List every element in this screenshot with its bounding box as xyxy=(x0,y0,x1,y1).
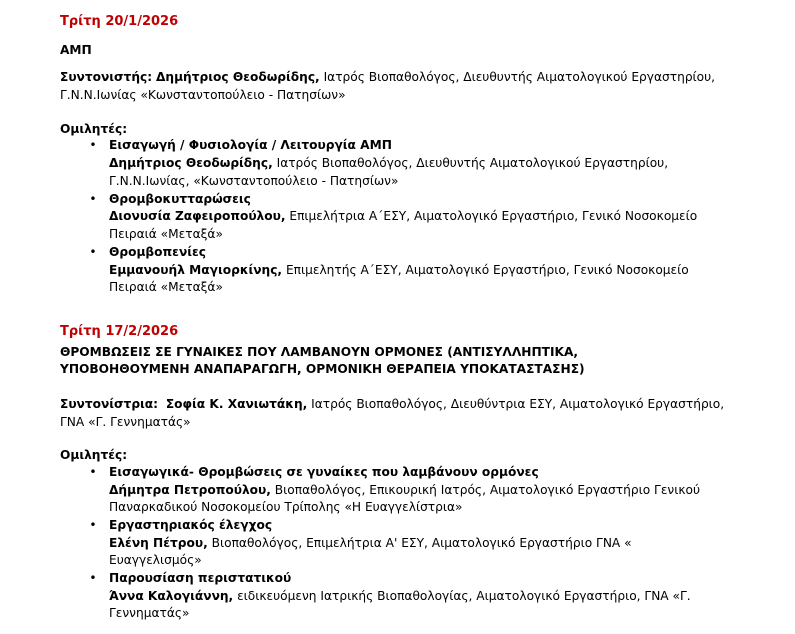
talk-speaker: Διονυσία Ζαφειροπούλου, xyxy=(109,209,286,223)
talk-affiliation-cont: Ευαγγελισμός» xyxy=(109,553,202,567)
talk-affiliation: Επιμελητής Α΄ΕΣΥ, Αιματολογικό Εργαστήριο, Γενικό Νοσοκομείο xyxy=(285,263,689,277)
talk-affiliation-cont: Παναρκαδικού Νοσοκομείου Τρίπολης «Η Ευαγγελίστρια» xyxy=(109,500,463,514)
speakers-label: Ομιλητές: xyxy=(60,448,128,462)
talk-topic: Θρομβοπενίες xyxy=(109,245,207,259)
coordinator-line xyxy=(60,70,715,84)
session-title: ΑΜΠ xyxy=(60,43,92,57)
talk-speaker-line xyxy=(109,483,700,497)
talk-speaker-line xyxy=(109,263,689,277)
coordinator-label: Συντονιστής: xyxy=(60,70,153,84)
bullet-icon: • xyxy=(89,518,97,532)
talk-topic: Θρομβοκυτταρώσεις xyxy=(109,192,251,206)
talk-affiliation-cont: Γεννηματάς» xyxy=(109,606,190,620)
talk-topic: Παρουσίαση περιστατικού xyxy=(109,571,292,585)
talk-speaker: Δήμητρα Πετροπούλου, xyxy=(109,483,271,497)
coordinator-name: Δημήτριος Θεοδωρίδης, xyxy=(155,70,320,84)
talk-affiliation: Επιμελήτρια Α΄ΕΣΥ, Αιματολογικό Εργαστήριο, Γενικό Νοσοκομείο xyxy=(289,209,698,223)
bullet-icon: • xyxy=(89,138,97,152)
talk-speaker: Ελένη Πέτρου, xyxy=(109,536,208,550)
talk-affiliation: ειδικευόμενη Ιατρικής Βιοπαθολογίας, Αιματολογικό Εργαστήριο, ΓΝΑ «Γ. xyxy=(237,589,691,603)
coordinator-name: Σοφία Κ. Χανιωτάκη, xyxy=(165,397,308,411)
talk-speaker: Δημήτριος Θεοδωρίδης, xyxy=(109,156,273,170)
bullet-icon: • xyxy=(89,465,97,479)
session-date: Τρίτη 17/2/2026 xyxy=(60,324,179,339)
talk-speaker-line xyxy=(109,209,697,223)
bullet-icon: • xyxy=(89,571,97,585)
talk-topic: Εργαστηριακός έλεγχος xyxy=(109,518,273,532)
talk-affiliation: Βιοπαθολόγος, Επιμελήτρια Α' ΕΣΥ, Αιματολογικό Εργαστήριο ΓΝΑ « xyxy=(211,536,632,550)
talk-affiliation-cont: Πειραιά «Μεταξά» xyxy=(109,280,223,294)
talk-speaker-line xyxy=(109,156,668,170)
talk-affiliation-cont: Γ.Ν.Ν.Ιωνίας, «Κωνσταντοπούλειο - Πατησίων» xyxy=(109,174,399,188)
talk-affiliation: Ιατρός Βιοπαθολόγος, Διευθυντής Αιματολογικού Εργαστηρίου, xyxy=(276,156,669,170)
talk-affiliation: Βιοπαθολόγος, Επικουρική Ιατρός, Αιματολογικό Εργαστήριο Γενικού xyxy=(274,483,701,497)
talk-topic: Εισαγωγικά- Θρομβώσεις σε γυναίκες που λαμβάνουν ορμόνες xyxy=(109,465,539,479)
talk-speaker-line xyxy=(109,589,691,603)
coordinator-label: Συντονίστρια: xyxy=(60,397,159,411)
coordinator-line xyxy=(60,397,724,411)
session-title-cont: ΥΠΟΒΟΗΘΟΥΜΕΝΗ ΑΝΑΠΑΡΑΓΩΓΗ, ΟΡΜΟΝΙΚΗ ΘΕΡΑΠΕΙΑ ΥΠΟΚΑΤΑΣΤΑΣΗΣ) xyxy=(60,362,585,376)
talk-speaker-line xyxy=(109,536,632,550)
session-title: ΘΡΟΜΒΩΣΕΙΣ ΣΕ ΓΥΝΑΙΚΕΣ ΠΟΥ ΛΑΜΒΑΝΟΥΝ ΟΡΜΟΝΕΣ (ΑΝΤΙΣΥΛΛΗΠΤΙΚΑ, xyxy=(60,345,579,359)
coordinator-affiliation: Ιατρός Βιοπαθολόγος, Διευθύντρια ΕΣΥ, Αιματολογικό Εργαστήριο, xyxy=(311,397,725,411)
coordinator-affiliation-cont: Γ.Ν.Ν.Ιωνίας «Κωνσταντοπούλειο - Πατησίων» xyxy=(60,88,346,102)
session-date: Τρίτη 20/1/2026 xyxy=(60,14,179,29)
talk-topic: Εισαγωγή / Φυσιολογία / Λειτουργία ΑΜΠ xyxy=(109,138,392,152)
talk-speaker: Άννα Καλογιάννη, xyxy=(109,589,234,603)
bullet-icon: • xyxy=(89,192,97,206)
coordinator-affiliation-cont: ΓΝΑ «Γ. Γεννηματάς» xyxy=(60,415,191,429)
bullet-icon: • xyxy=(89,245,97,259)
speakers-label: Ομιλητές: xyxy=(60,122,128,136)
talk-affiliation-cont: Πειραιά «Μεταξά» xyxy=(109,227,223,241)
coordinator-affiliation: Ιατρός Βιοπαθολόγος, Διευθυντής Αιματολογικού Εργαστηρίου, xyxy=(323,70,716,84)
talk-speaker: Εμμανουήλ Μαγιορκίνης, xyxy=(109,263,283,277)
